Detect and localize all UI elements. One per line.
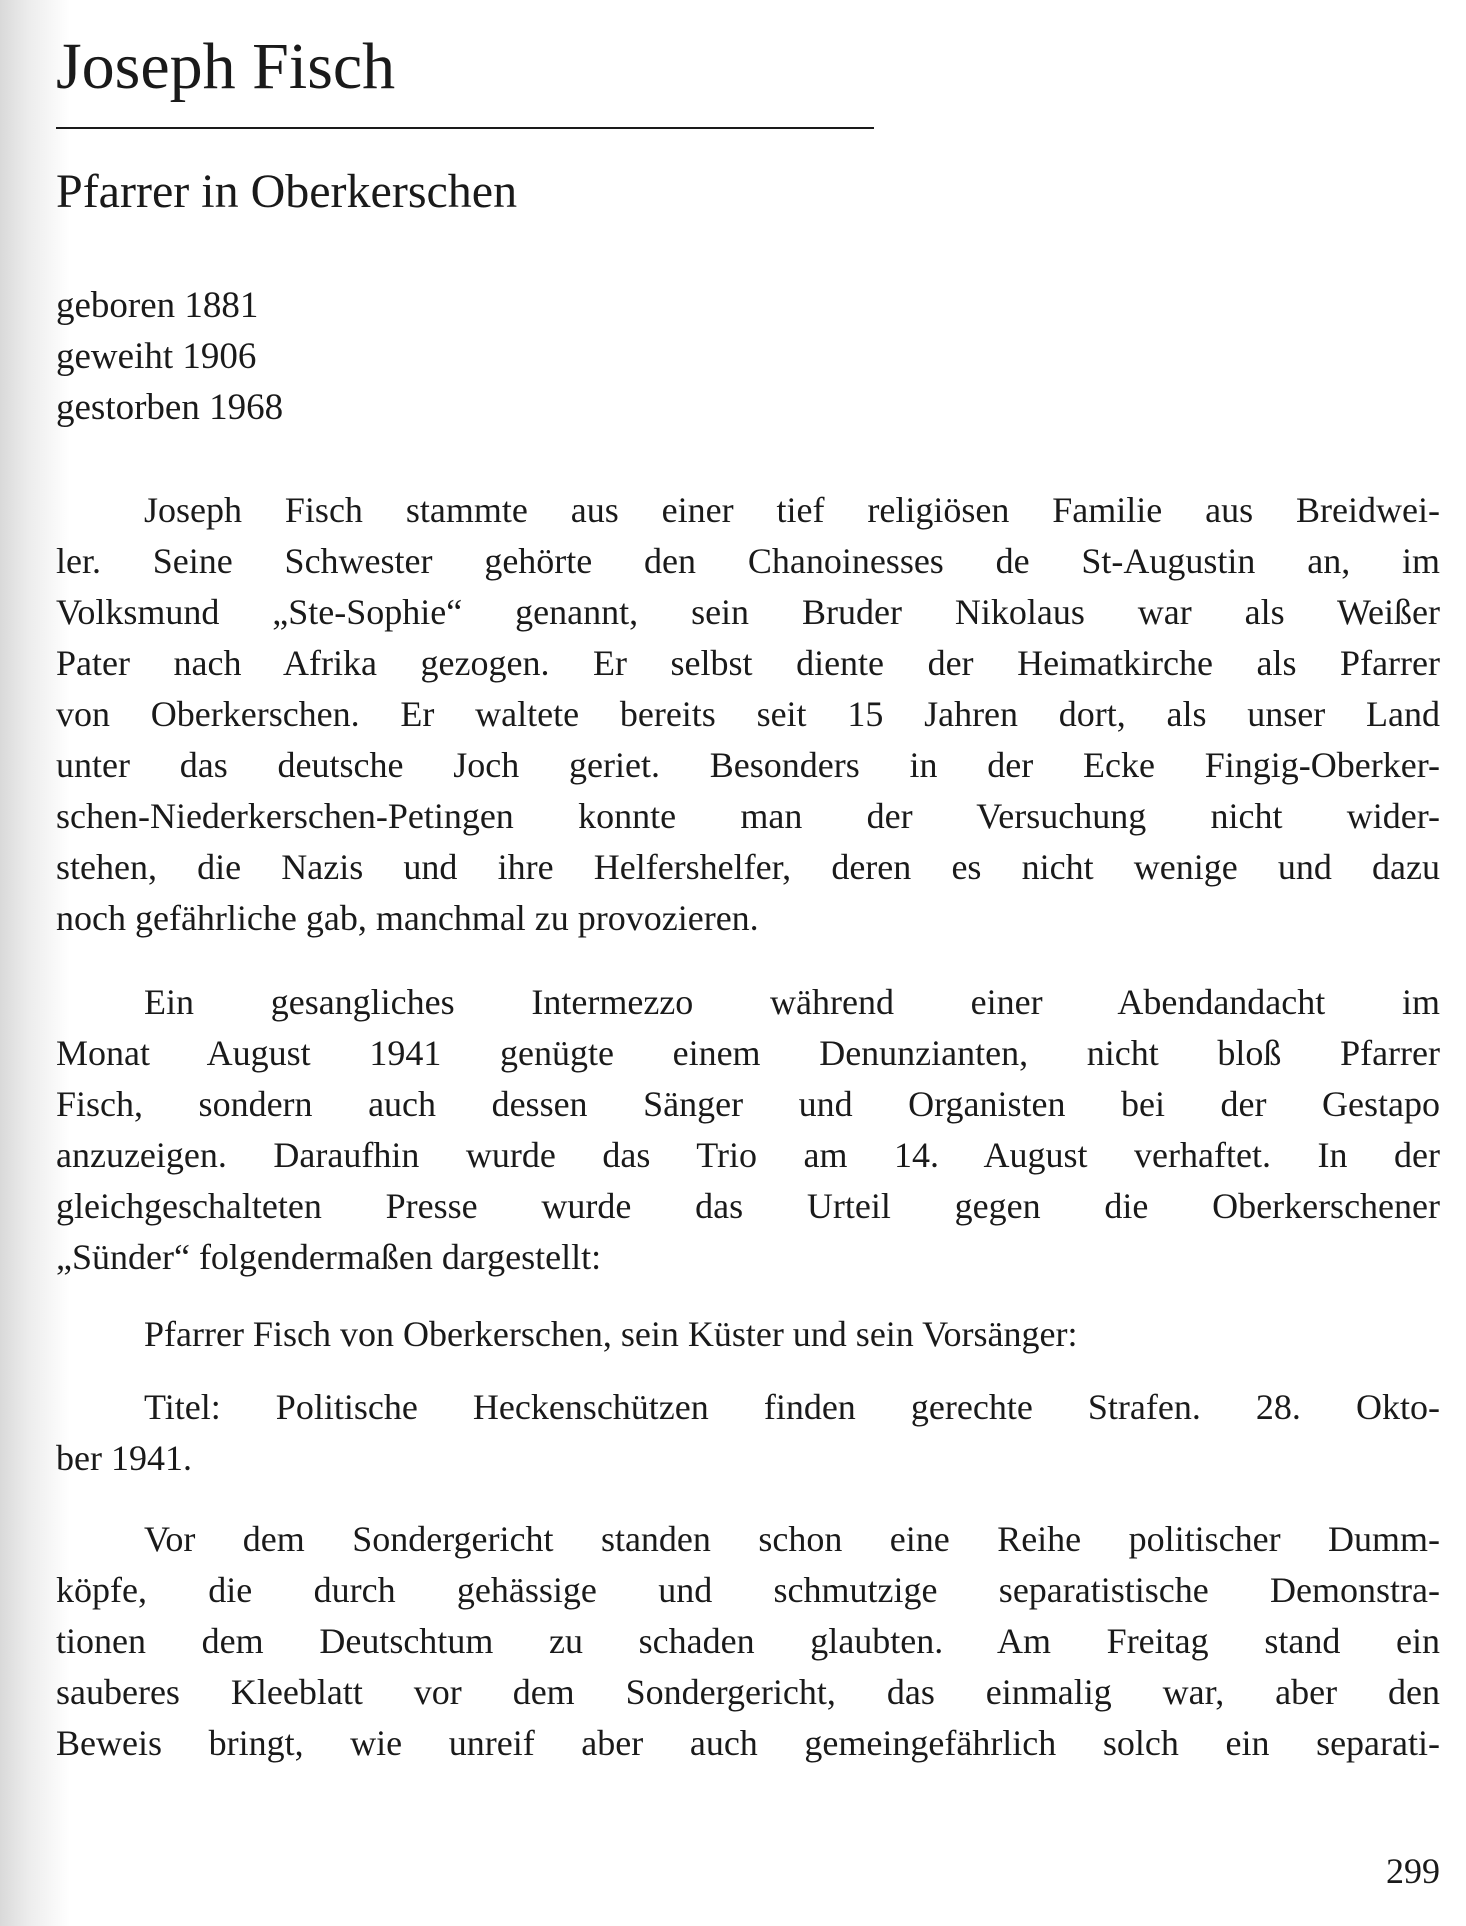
paragraph-line: tionen dem Deutschtum zu schaden glaubten. Am Freitag stand ein — [56, 1621, 1440, 1661]
newspaper-quote-heading: Pfarrer Fisch von Oberkerschen, sein Küster und sein Vorsänger: — [144, 1314, 1078, 1354]
paragraph-line: stehen, die Nazis und ihre Helfershelfer, deren es nicht wenige und dazu — [56, 847, 1440, 887]
page-number: 299 — [1386, 1851, 1440, 1891]
page-title: Joseph Fisch — [56, 30, 396, 103]
paragraph-2 — [56, 977, 1440, 1283]
paragraph-line: Fisch, sondern auch dessen Sänger und Organisten bei der Gestapo — [56, 1084, 1440, 1124]
bio-born: geboren 1881 — [56, 285, 259, 326]
bio-ordained: geweiht 1906 — [56, 336, 257, 377]
newspaper-title — [56, 1382, 1440, 1484]
paragraph-line: sauberes Kleeblatt vor dem Sondergericht, das einmalig war, aber den — [56, 1672, 1440, 1712]
paragraph-line: von Oberkerschen. Er waltete bereits seit 15 Jahren dort, als unser Land — [56, 694, 1440, 734]
paragraph-line: Volksmund „Ste-Sophie“ genannt, sein Bruder Nikolaus war als Weißer — [56, 592, 1440, 632]
paragraph-line: Ein gesangliches Intermezzo während einer Abendandacht im — [144, 982, 1440, 1022]
paragraph-line: Joseph Fisch stammte aus einer tief religiösen Familie aus Breidwei- — [144, 490, 1440, 530]
paragraph-line: Pater nach Afrika gezogen. Er selbst diente der Heimatkirche als Pfarrer — [56, 643, 1440, 683]
page-subtitle: Pfarrer in Oberkerschen — [56, 165, 518, 218]
paragraph-line: anzuzeigen. Daraufhin wurde das Trio am 14. August verhaftet. In der — [56, 1135, 1440, 1175]
paragraph-1 — [56, 485, 1440, 944]
paragraph-line: ber 1941. — [56, 1438, 192, 1478]
paragraph-line: Vor dem Sondergericht standen schon eine Reihe politischer Dumm- — [144, 1519, 1440, 1559]
paragraph-line: schen-Niederkerschen-Petingen konnte man der Versuchung nicht wider- — [56, 796, 1440, 836]
paragraph-line: gleichgeschalteten Presse wurde das Urteil gegen die Oberkerschener — [56, 1186, 1440, 1226]
biographical-dates — [56, 280, 283, 433]
paragraph-line: „Sünder“ folgendermaßen dargestellt: — [56, 1237, 602, 1277]
paragraph-line: Beweis bringt, wie unreif aber auch gemeingefährlich solch ein separati- — [56, 1723, 1440, 1763]
title-underline — [56, 127, 874, 129]
paragraph-3 — [56, 1514, 1440, 1769]
paragraph-line: ler. Seine Schwester gehörte den Chanoinesses de St-Augustin an, im — [56, 541, 1440, 581]
paragraph-line: Monat August 1941 genügte einem Denunzianten, nicht bloß Pfarrer — [56, 1033, 1440, 1073]
paragraph-line: Titel: Politische Heckenschützen finden gerechte Strafen. 28. Okto- — [144, 1387, 1440, 1427]
paragraph-line: noch gefährliche gab, manchmal zu provozieren. — [56, 898, 759, 938]
paragraph-line: unter das deutsche Joch geriet. Besonders in der Ecke Fingig-Oberker- — [56, 745, 1440, 785]
bio-died: gestorben 1968 — [56, 387, 284, 428]
paragraph-line: köpfe, die durch gehässige und schmutzige separatistische Demonstra- — [56, 1570, 1440, 1610]
